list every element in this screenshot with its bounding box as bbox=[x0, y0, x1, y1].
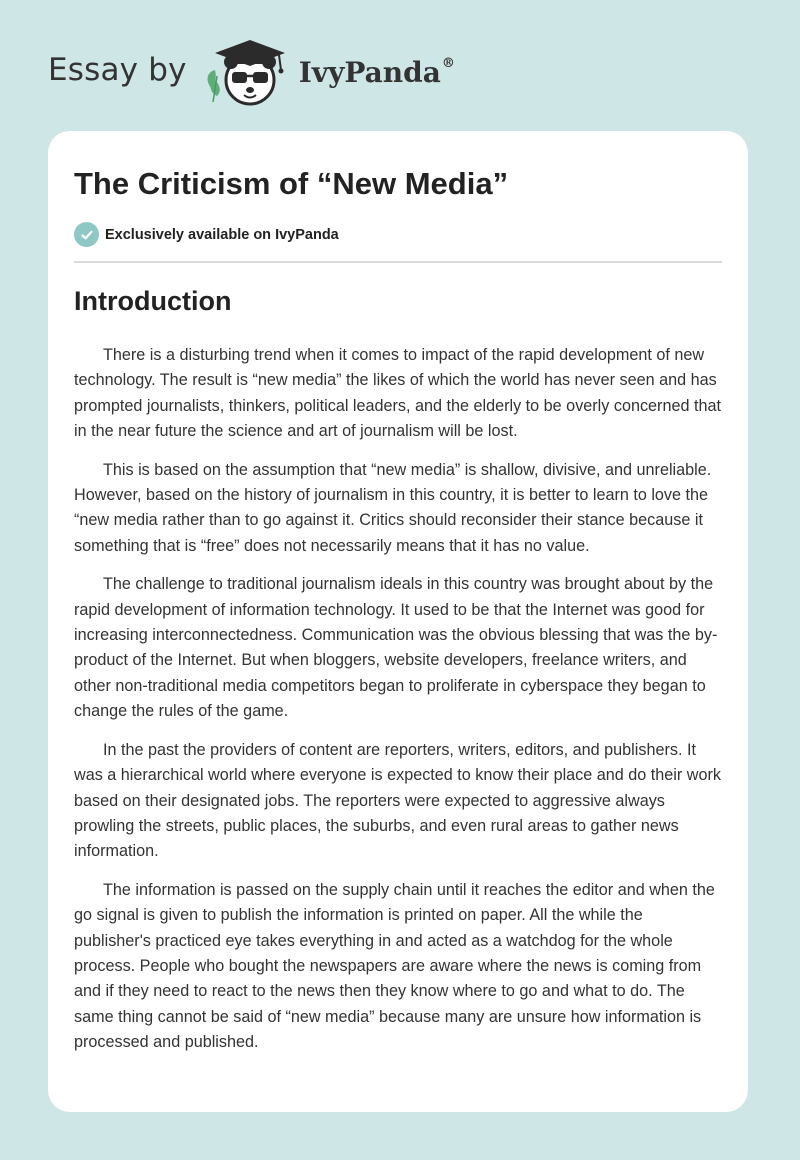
paragraph: In the past the providers of content are reporters, writers, editors, and publishers. It was a hierarchical world where everyone is expected to know their place and do their work based on their designated jobs. The reporters were expected to aggressive always prowling the streets, public places, the suburbs, and even rural areas to gather news information. bbox=[74, 740, 721, 861]
registered-mark: ® bbox=[441, 56, 455, 72]
essay-body bbox=[74, 343, 724, 1069]
paragraph: This is based on the assumption that “new media” is shallow, divisive, and unreliable. However, based on the history of journalism in this country, it is better to learn to love the “new media rather than to go against it. Critics should reconsider their stance because it something that is “free” does not necessarily means that it has no value. bbox=[74, 460, 712, 555]
exclusive-badge bbox=[74, 222, 339, 247]
check-circle-icon bbox=[74, 222, 99, 247]
essay-card bbox=[48, 131, 748, 1112]
paragraph: There is a disturbing trend when it comes to impact of the rapid development of new technology. The result is “new media” the likes of which the world has never seen and has prompted journalists, thinkers, political leaders, and the elderly to be overly concerned that in the near future the science and art of journalism will be lost. bbox=[74, 346, 721, 441]
section-heading: Introduction bbox=[74, 286, 232, 316]
paragraph: The challenge to traditional journalism ideals in this country was brought about by the rapid development of information technology. It used to be that the Internet was good for increasing interconnectedness. Communication was the obvious blessing that was the by-product of the Internet. But when bloggers, website developers, freelance writers, and other non-traditional media competitors began to proliferate in cyberspace they began to change the rules of the game. bbox=[74, 575, 718, 721]
badge-text: Exclusively available on IvyPanda bbox=[105, 226, 339, 243]
site-header bbox=[48, 36, 455, 108]
title-divider bbox=[74, 261, 722, 263]
essay-by-label: Essay by bbox=[48, 51, 187, 88]
page-title: The Criticism of “New Media” bbox=[74, 166, 509, 201]
brand-name[interactable]: IvyPanda® bbox=[298, 55, 455, 89]
panda-logo-icon[interactable] bbox=[203, 36, 293, 108]
paragraph: The information is passed on the supply chain until it reaches the editor and when the go signal is given to publish the information is printed on paper. All the while the publisher's practiced eye takes everything in and acted as a watchdog for the whole process. People who bought the newspapers are aware where the news is coming from and if they need to react to the news then they know where to go and what to do. The same thing cannot be said of “new media” because many are unsure how information is processed and published. bbox=[74, 880, 715, 1052]
